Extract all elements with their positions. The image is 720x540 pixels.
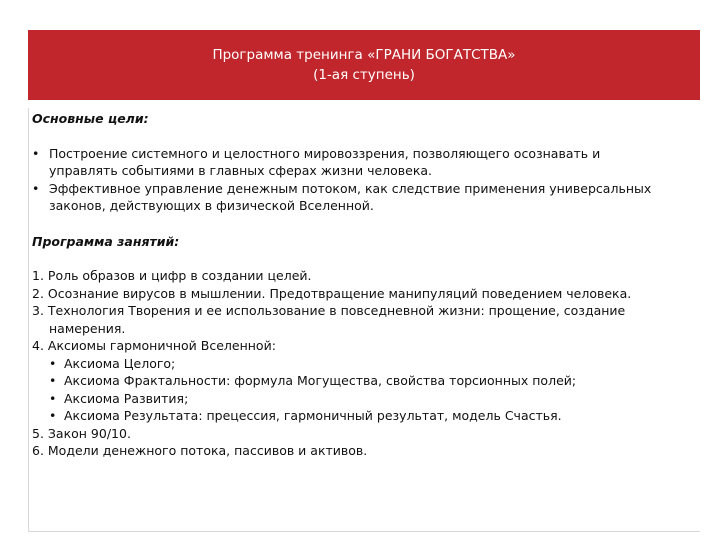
- bullet-icon: •: [49, 390, 57, 406]
- list-item: 6. Модели денежного потока, пассивов и активов.: [32, 443, 368, 458]
- list-item: [32, 302, 700, 337]
- goal-text: управлять событиями в главных сферах жизни человека.: [49, 163, 433, 178]
- bullet-icon: •: [49, 373, 57, 388]
- program-title: Программа занятий:: [32, 233, 180, 249]
- program-list: [32, 267, 700, 460]
- list-item: 2. Осознание вирусов в мышлении. Предотвращение манипуляций поведением человека.: [32, 285, 632, 301]
- goal-text: Эффективное управление денежным потоком, как следствие применения универсальных: [49, 180, 652, 196]
- axiom-item: [32, 407, 700, 425]
- list-item: [32, 337, 700, 425]
- axiom-text: Аксиома Результата: прецессия, гармоничный результат, модель Счастья.: [64, 408, 562, 423]
- axiom-item: [32, 355, 700, 373]
- program-item-text: 3. Технология Творения и ее использование в повседневной жизни: прощение, создание: [32, 303, 626, 318]
- bullet-icon: •: [32, 180, 40, 196]
- header-title-line2: (1-ая ступень): [313, 67, 415, 83]
- goal-text: Построение системного и целостного мировоззрения, позволяющего осознавать и: [49, 145, 601, 161]
- content-box: [28, 108, 700, 532]
- list-item: 5. Закон 90/10.: [32, 425, 131, 441]
- header-banner: [28, 30, 700, 100]
- header-title-line1: Программа тренинга «ГРАНИ БОГАТСТВА»: [212, 47, 516, 63]
- bullet-icon: •: [49, 355, 57, 371]
- list-item: [32, 180, 700, 215]
- goals-list: [32, 145, 700, 215]
- goal-text: законов, действующих в физической Вселенной.: [49, 198, 374, 213]
- axiom-item: [32, 390, 700, 408]
- bullet-icon: •: [49, 408, 57, 423]
- list-item: 1. Роль образов и цифр в создании целей.: [32, 268, 312, 283]
- axiom-text: Аксиома Развития;: [64, 390, 189, 406]
- program-item-text: 4. Аксиомы гармоничной Вселенной:: [32, 338, 276, 353]
- axiom-text: Аксиома Целого;: [64, 355, 176, 371]
- list-item: [32, 145, 700, 180]
- program-item-text: намерения.: [49, 320, 126, 336]
- goals-title: Основные цели:: [32, 111, 149, 126]
- axiom-item: [32, 372, 700, 390]
- axiom-text: Аксиома Фрактальности: формула Могущества, свойства торсионных полей;: [64, 373, 577, 388]
- bullet-icon: •: [32, 145, 40, 161]
